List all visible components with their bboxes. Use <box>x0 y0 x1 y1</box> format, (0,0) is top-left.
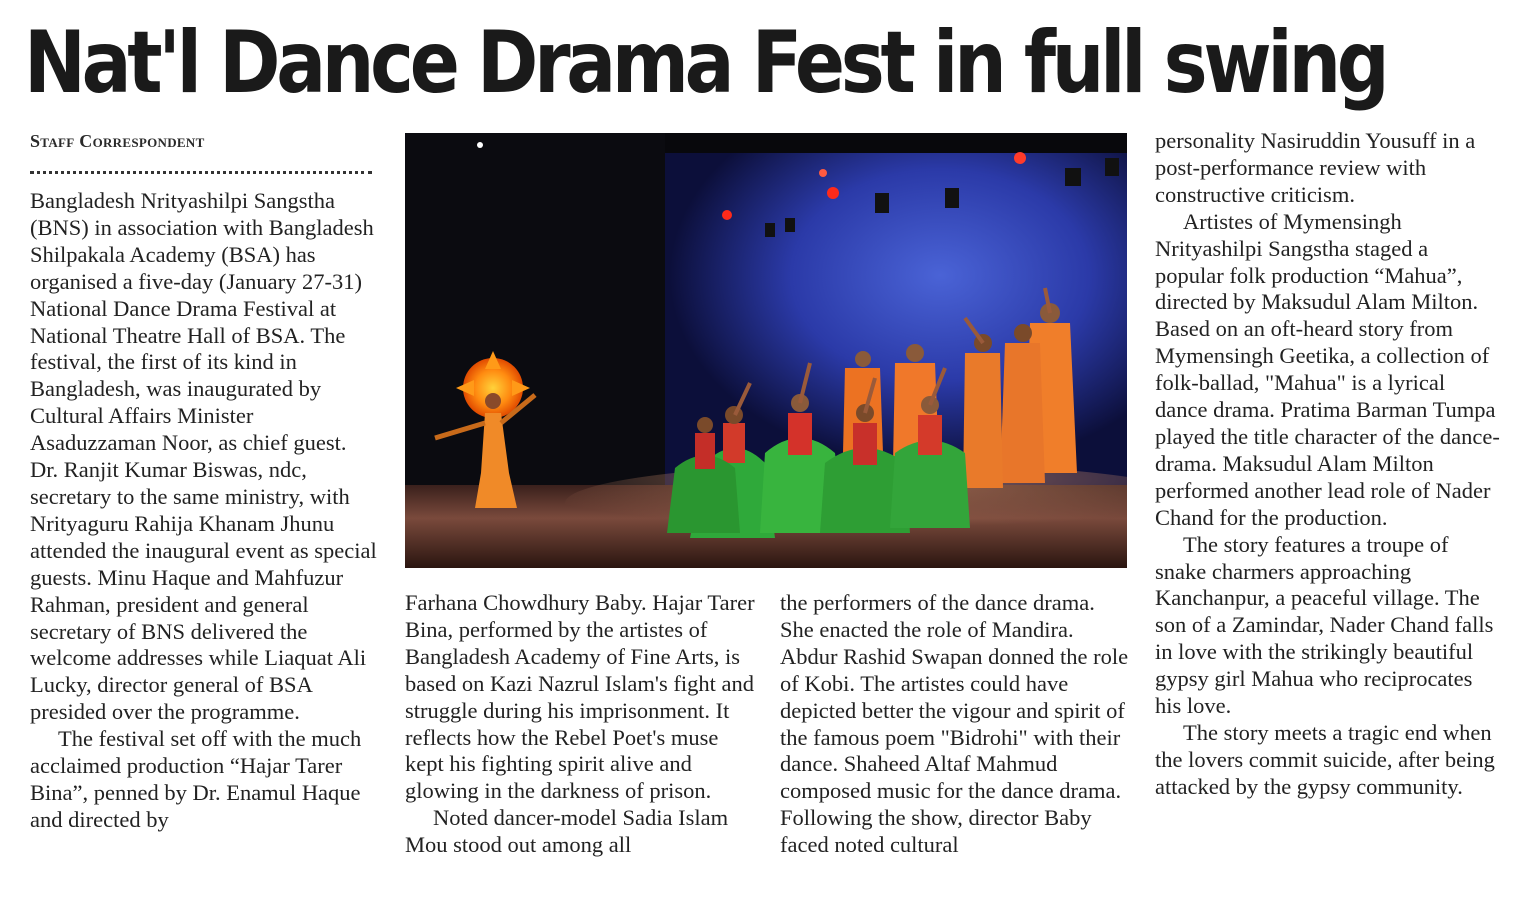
article-column-1 <box>30 188 380 834</box>
headline: Nat'l Dance Drama Fest in full swing <box>24 13 1386 113</box>
paragraph: The festival set off with the much acclaimed production “Hajar Tarer Bina”, penned by Dr. Enamul Haque and directed by <box>30 726 362 832</box>
paragraph: The story meets a tragic end when the lovers commit suicide, after being attacked by the gypsy community. <box>1155 719 1495 799</box>
stage-photo-icon <box>405 133 1127 568</box>
paragraph: Bangladesh Nrityashilpi Sangstha (BNS) in association with Bangladesh Shilpakala Academy (BSA) has organised a five-day (January 27-31) National Dance Drama Festival at National Theatre Hall of BSA. The festival, the first of its kind in Bangladesh, was inaugurated by Cultural Affairs Minister Asaduzzaman Noor, as chief guest. Dr. Ranjit Kumar Biswas, ndc, secretary to the same ministry, with Nrityaguru Rahija Khanam Jhunu attended the inaugural event as special guests. Minu Haque and Mahfuzur Rahman, president and general secretary of BNS delivered the welcome addresses while Liaquat Ali Lucky, director general of BSA presided over the programme. <box>30 188 377 725</box>
byline: Staff Correspondent <box>30 131 205 151</box>
article-column-2 <box>405 590 757 859</box>
byline-divider <box>30 171 372 174</box>
paragraph: Noted dancer-model Sadia Islam Mou stood out among all <box>405 805 729 858</box>
paragraph: Farhana Chowdhury Baby. Hajar Tarer Bina, performed by the artistes of Bangladesh Academy of Fine Arts, is based on Kazi Nazrul Islam's fight and struggle during his imprisonment. It reflects how the Rebel Poet's muse kept his fighting spirit alive and glowing in the darkness of prison. <box>405 590 755 804</box>
article-column-4 <box>1155 128 1500 801</box>
paragraph: the performers of the dance drama. She enacted the role of Mandira. Abdur Rashid Swapan donned the role of Kobi. The artistes could have depicted better the vigour and spirit of the famous poem "Bidrohi" with their dance. Shaheed Altaf Mahmud composed music for the dance drama. Following the show, director Baby faced noted cultural <box>780 590 1129 858</box>
paragraph: personality Nasiruddin Yousuff in a post-performance review with constructive criticism. <box>1155 128 1476 207</box>
paragraph: Artistes of Mymensingh Nrityashilpi Sangstha staged a popular folk production “Mahua”, directed by Maksudul Alam Milton. Based on an oft-heard story from Mymensingh Geetika, a collection of folk-ballad, "Mahua" is a lyrical dance drama. Pratima Barman Tumpa played the title character of the dance-drama. Maksudul Alam Milton performed another lead role of Nader Chand for the production. <box>1155 208 1500 530</box>
article-column-3 <box>780 590 1132 859</box>
paragraph: The story features a troupe of snake charmers approaching Kanchanpur, a peaceful village. The son of a Zamindar, Nader Chand falls in love with the strikingly beautiful gypsy girl Mahua who reciprocates his love. <box>1155 531 1494 719</box>
dance-performance-photo <box>405 133 1127 568</box>
